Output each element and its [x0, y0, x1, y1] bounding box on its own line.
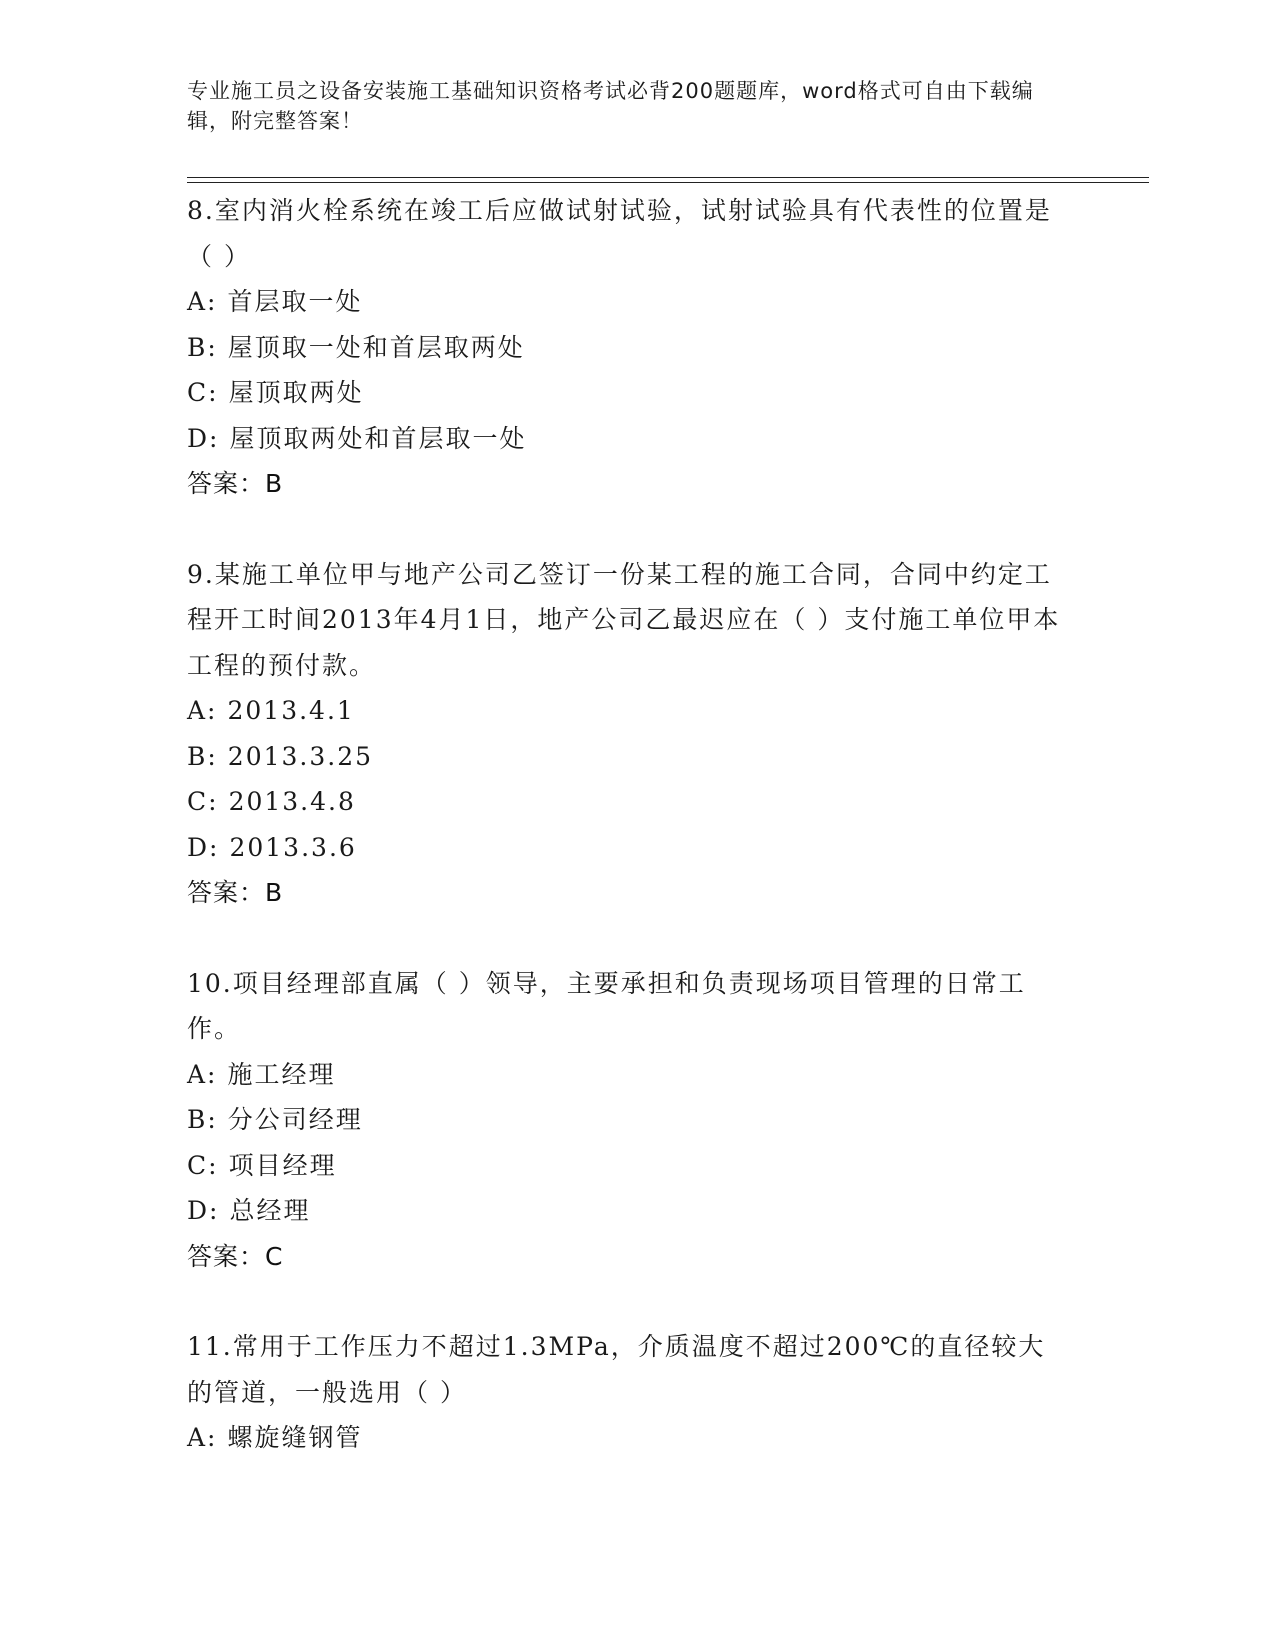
option-text: 分公司经理	[227, 1105, 363, 1134]
option-letter: A:	[187, 1059, 218, 1089]
question-list	[187, 188, 1067, 1461]
option-text: 2013.4.1	[227, 696, 355, 725]
option-letter: B:	[187, 1105, 218, 1134]
question-9	[187, 552, 1067, 916]
option-letter: A:	[187, 287, 218, 316]
option-letter: B:	[187, 332, 218, 362]
question-stem: 10.项目经理部直属（ ）领导，主要承担和负责现场项目管理的日常工作。	[187, 968, 1026, 1043]
question-stem: 11.常用于工作压力不超过1.3MPa，介质温度不超过200℃的直径较大的管道，一般选用（ ）	[187, 1332, 1046, 1407]
option-text: 施工经理	[227, 1059, 336, 1089]
header-divider-bottom	[187, 182, 1149, 183]
question-11	[187, 1324, 1067, 1461]
question-8	[187, 188, 1067, 507]
option-letter: A:	[187, 1423, 218, 1452]
option-b	[187, 1097, 1067, 1143]
question-spacer	[187, 507, 1067, 552]
option-a	[187, 1415, 1067, 1461]
option-a	[187, 1052, 1067, 1098]
option-letter: D:	[187, 423, 220, 453]
answer-line: 答案：C	[187, 1241, 284, 1271]
option-b	[187, 734, 1067, 780]
answer-line: 答案：B	[187, 469, 284, 498]
option-letter: B:	[187, 741, 218, 771]
question-10	[187, 961, 1067, 1280]
question-spacer	[187, 916, 1067, 961]
option-letter: A:	[187, 696, 218, 725]
option-c	[187, 370, 1067, 416]
option-letter: C:	[187, 1150, 219, 1180]
option-a	[187, 279, 1067, 325]
question-stem: 9.某施工单位甲与地产公司乙签订一份某工程的施工合同，合同中约定工程开工时间2013年4月1日，地产公司乙最迟应在（ ）支付施工单位甲本工程的预付款。	[187, 559, 1061, 680]
option-a	[187, 688, 1067, 734]
document-header: 专业施工员之设备安装施工基础知识资格考试必背200题题库，word格式可自由下载编辑，附完整答案！	[187, 79, 1034, 133]
option-text: 屋顶取两处和首层取一处	[229, 423, 527, 453]
option-text: 2013.3.6	[229, 832, 357, 862]
option-text: 螺旋缝钢管	[227, 1423, 363, 1452]
option-text: 屋顶取一处和首层取两处	[227, 332, 525, 362]
header-divider-top	[187, 177, 1149, 178]
option-c	[187, 1143, 1067, 1189]
question-spacer	[187, 1279, 1067, 1324]
option-b	[187, 325, 1067, 371]
option-text: 2013.4.8	[228, 787, 356, 816]
option-c	[187, 779, 1067, 825]
option-letter: D:	[187, 832, 220, 862]
option-text: 2013.3.25	[227, 741, 374, 771]
option-text: 项目经理	[228, 1150, 337, 1180]
option-text: 总经理	[229, 1196, 311, 1225]
option-letter: C:	[187, 787, 219, 816]
option-letter: C:	[187, 378, 219, 407]
option-d	[187, 825, 1067, 871]
option-d	[187, 1188, 1067, 1234]
question-stem: 8.室内消火栓系统在竣工后应做试射试验，试射试验具有代表性的位置是（ ）	[187, 196, 1052, 271]
option-text: 屋顶取两处	[228, 378, 364, 407]
answer-line: 答案：B	[187, 878, 284, 907]
option-d	[187, 416, 1067, 462]
option-letter: D:	[187, 1196, 220, 1225]
option-text: 首层取一处	[227, 287, 363, 316]
